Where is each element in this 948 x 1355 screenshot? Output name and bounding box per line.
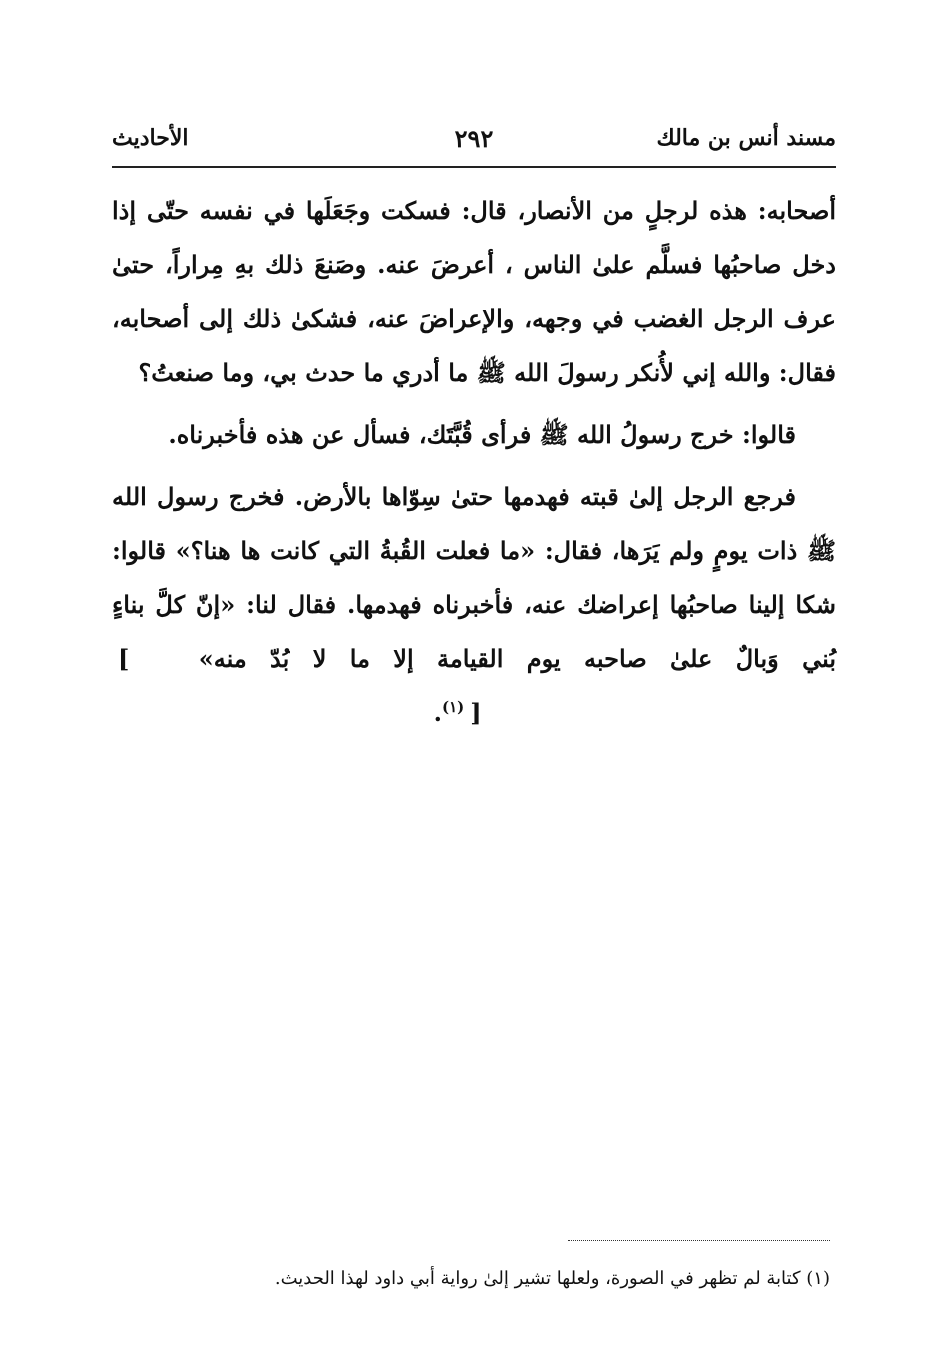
paragraph-2: قالوا: خرج رسولُ الله ﷺ فرأى قُبَّتَك، فسأل عن هذه فأخبرناه. [168,420,796,449]
main-text [112,184,836,748]
open-bracket: ] [118,644,130,673]
footnote-reference: (١) [442,698,465,716]
paragraph-3 [112,470,836,740]
running-header [112,118,836,158]
close-bracket: [ [470,698,482,727]
book-title: مسند أنس بن مالك [656,125,836,151]
section-title: الأحاديث [112,125,189,151]
end-period: . [433,698,442,727]
footnote-separator [568,1240,830,1241]
footnote: (١) كتابة لم تظهر في الصورة، ولعلها تشير إلىٰ رواية أبي داود لهذا الحديث. [274,1268,830,1289]
paragraph-1: أصحابه: هذه لرجلٍ من الأنصار، قال: فسكت وجَعَلَها في نفسه حتّى إذا دخل صاحبُها فسلَّم علىٰ الناس ، أعرضَ عنه. وصَنعَ ذلك بهِ مِراراً، حتىٰ عرف الرجل الغضب في وجهه، والإعراضَ عنه، فشكىٰ ذلك إلى أصحابه، فقال: والله إني لأُنكر رسولَ الله ﷺ ما أدري ما حدث بي، وما صنعتُ؟ [112,196,836,387]
paragraph-3-text: فرجع الرجل إلىٰ قبته فهدمها حتىٰ سِوّاها بالأرض. فخرج رسول الله ﷺ ذات يومٍ ولم يَرَها، فقال: «ما فعلت القُبةُ التي كانت ها هنا؟» قالوا: شكا إلينا صاحبُها إعراضك عنه، فأخبرناه فهدمها. فقال لنا: «إنّ كلَّ بناءٍ بُني وَبالٌ علىٰ صاحبه يوم القيامة إلا ما لا بُدّ منه» [112,482,837,673]
page-number: ٢٩٢ [454,123,494,153]
header-rule [112,166,836,168]
